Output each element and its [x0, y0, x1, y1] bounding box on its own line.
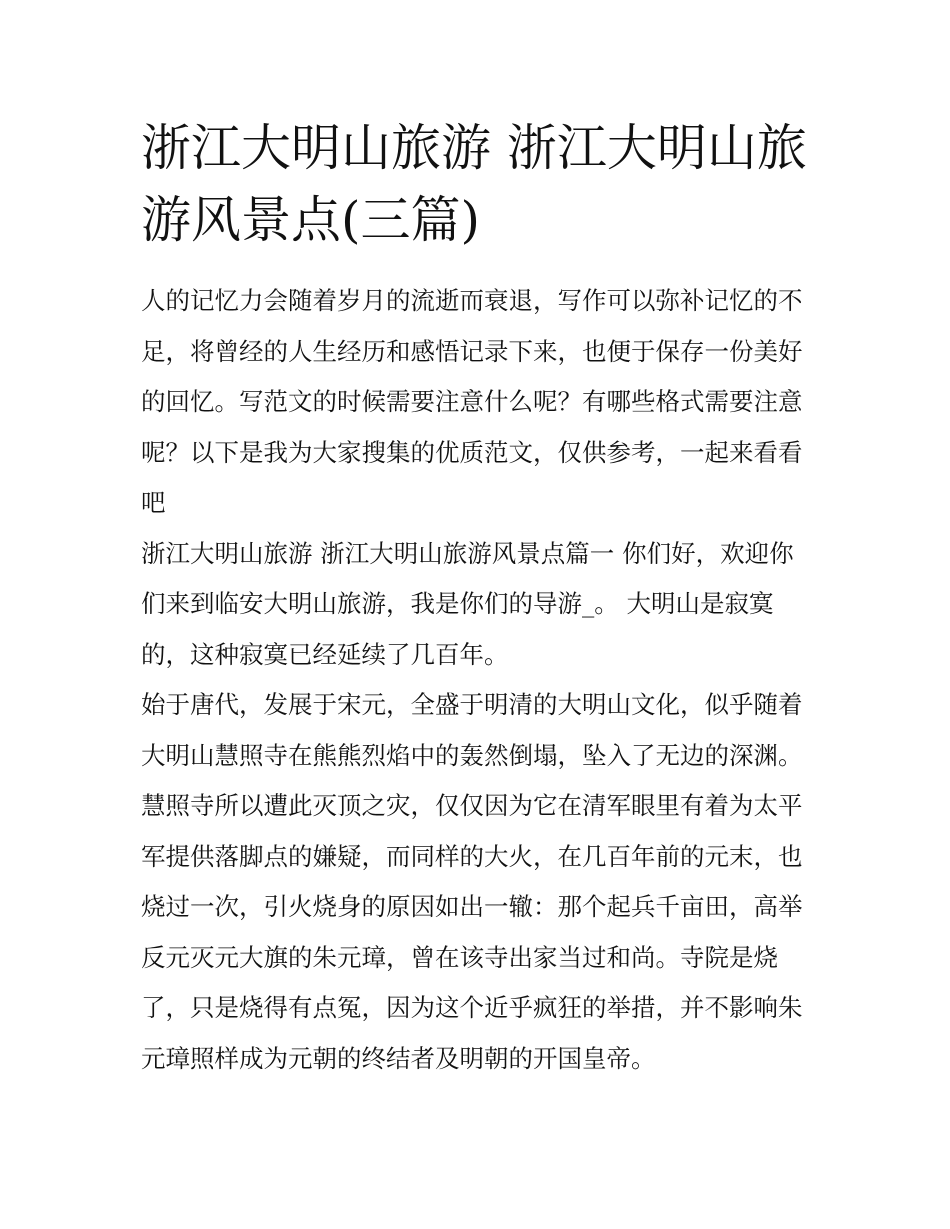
paragraph-greeting: 浙江大明山旅游 浙江大明山旅游风景点篇一 你们好，欢迎你们来到临安大明山旅游，我是你们的导游_。 大明山是寂寞的，这种寂寞已经延续了几百年。 [141, 538, 794, 669]
document-body [141, 276, 814, 1084]
paragraph-intro: 人的记忆力会随着岁月的流逝而衰退，写作可以弥补记忆的不足，将曾经的人生经历和感悟记录下来，也便于保存一份美好的回忆。写范文的时候需要注意什么呢？有哪些格式需要注意呢？以下是我为大家搜集的优质范文，仅供参考，一起来看看吧 [141, 286, 803, 517]
document-title: 浙江大明山旅游 浙江大明山旅游风景点(三篇) [141, 119, 807, 249]
paragraph-history: 始于唐代，发展于宋元，全盛于明清的大明山文化，似乎随着大明山慧照寺在熊熊烈焰中的轰然倒塌，坠入了无边的深渊。慧照寺所以遭此灭顶之灾，仅仅因为它在清军眼里有着为太平军提供落脚点的嫌疑，而同样的大火，在几百年前的元末，也烧过一次，引火烧身的原因如出一辙：那个起兵千亩田，高举反元灭元大旗的朱元璋，曾在该寺出家当过和尚。寺院是烧了，只是烧得有点冤，因为这个近乎疯狂的举措，并不影响朱元璋照样成为元朝的终结者及明朝的开国皇帝。 [141, 690, 803, 1073]
